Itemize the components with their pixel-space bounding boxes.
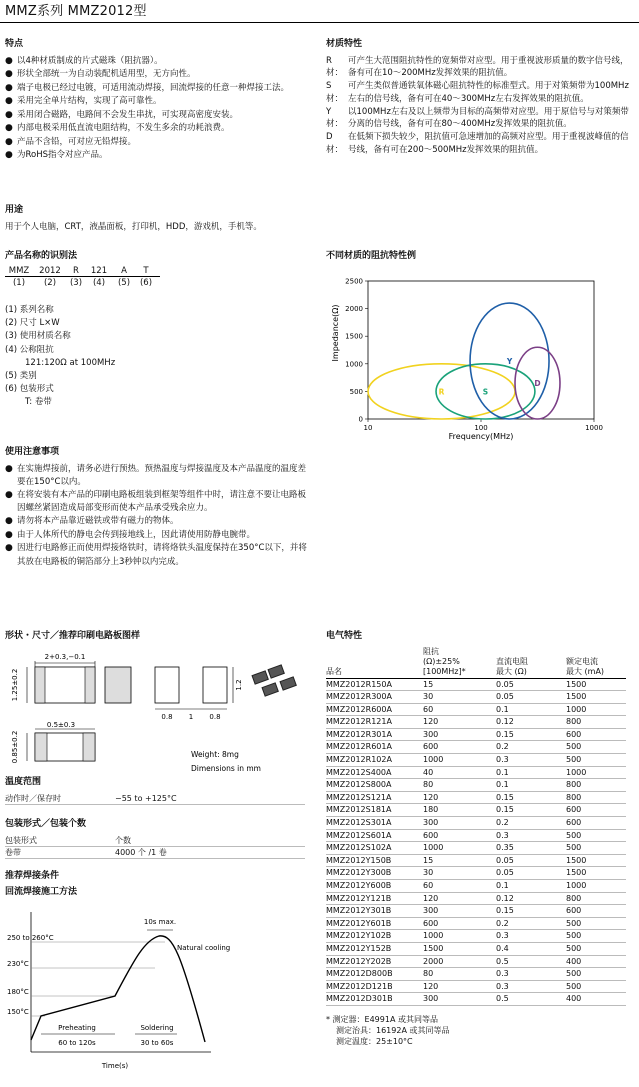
- part-number-cell: MMZ2012Y600B: [326, 880, 423, 893]
- part-number-cell: MMZ2012D121B: [326, 980, 423, 993]
- usage-section: [5, 204, 315, 233]
- temp-peak: 250 to 260°C: [7, 934, 54, 942]
- soldering-section: [5, 870, 310, 1087]
- naming-list: [5, 304, 310, 409]
- impedance-cell: 300: [423, 993, 496, 1006]
- land-pad: [155, 667, 179, 703]
- impedance-cell: 300: [423, 817, 496, 830]
- material-item: [326, 80, 634, 106]
- current-cell: 1500: [566, 691, 626, 704]
- y-tick-label: 500: [349, 387, 363, 396]
- impedance-cell: 15: [423, 854, 496, 867]
- naming-item: 121:120Ω at 100MHz: [25, 357, 116, 368]
- impedance-cell: 120: [423, 716, 496, 729]
- table-row: [326, 829, 626, 842]
- current-cell: 1500: [566, 867, 626, 880]
- code-impedance: 121: [90, 265, 108, 276]
- dim-width: 1.25±0.2: [11, 668, 19, 701]
- part-number-cell: MMZ2012R301A: [326, 728, 423, 741]
- table-row: [326, 955, 626, 968]
- dcr-cell: 0.1: [496, 766, 566, 779]
- packaging-heading: 包装形式／包装个数: [5, 819, 87, 829]
- code-size: 2012: [39, 265, 61, 276]
- precautions-heading: 使用注意事项: [5, 447, 60, 457]
- naming-item: (5) 类别: [5, 370, 37, 381]
- current-cell: 400: [566, 955, 626, 968]
- code-num: (2): [43, 278, 57, 289]
- table-row: [326, 930, 626, 943]
- table-row: [326, 804, 626, 817]
- table-row: [326, 854, 626, 867]
- code-category: A: [121, 265, 127, 276]
- part-number-cell: MMZ2012S800A: [326, 779, 423, 792]
- feature-item: ● 以4种材质制成的片式磁珠（阻抗器）。: [5, 55, 310, 69]
- part-number-cell: MMZ2012R600A: [326, 703, 423, 716]
- impedance-cell: 30: [423, 867, 496, 880]
- packaging-row-label: 卷带: [5, 847, 21, 857]
- dimensions-section: [5, 630, 315, 791]
- current-cell: 600: [566, 817, 626, 830]
- dim-pad1: 0.8: [161, 712, 173, 721]
- dcr-cell: 0.05: [496, 691, 566, 704]
- impedance-cell: 600: [423, 917, 496, 930]
- current-cell: 1000: [566, 880, 626, 893]
- material-item: [326, 106, 634, 132]
- chip-photo: [252, 664, 296, 695]
- naming-heading: 产品名称的识别法: [5, 251, 78, 261]
- measurement-notes: [326, 1014, 634, 1048]
- feature-item: ● 端子电极已经过电镀，可适用流动焊接，回流焊接的任意一种焊接工法。: [5, 82, 310, 96]
- y-tick-label: 2500: [345, 277, 363, 285]
- current-cell: 500: [566, 741, 626, 754]
- material-text: 在低频下损失较少，阻抗值可急速增加的高频对应型。用于重视波峰值的信号线，备有可在200～500MHz发挥效果的阻抗值。: [348, 132, 629, 155]
- x-tick-label: 1000: [585, 423, 603, 432]
- packaging-row-value: 4000 个 /1 卷: [115, 847, 167, 857]
- table-row: [326, 678, 626, 691]
- dim-gap: 1: [188, 712, 194, 721]
- part-number-cell: MMZ2012R102A: [326, 754, 423, 767]
- feature-item: ● 为RoHS指令对应产品。: [5, 149, 310, 163]
- code-num: (4): [92, 278, 106, 289]
- part-number-cell: MMZ2012R121A: [326, 716, 423, 729]
- dcr-cell: 0.05: [496, 854, 566, 867]
- dcr-cell: 0.15: [496, 905, 566, 918]
- precaution-item: ● 请勿将本产品靠近磁铁或带有磁力的物体。: [5, 515, 310, 529]
- current-cell: 800: [566, 791, 626, 804]
- impedance-cell: 40: [423, 766, 496, 779]
- current-cell: 1500: [566, 678, 626, 691]
- current-cell: 500: [566, 942, 626, 955]
- precaution-item: ● 在实施焊接前，请务必进行预热。预热温度与焊接温度及本产品温度的温度差要在150°C以内。: [5, 463, 310, 489]
- y-tick-label: 2000: [345, 304, 363, 313]
- material-key: R材：: [326, 55, 344, 79]
- impedance-cell: 1500: [423, 942, 496, 955]
- reflow-profile: [5, 902, 231, 1082]
- code-num: (5): [117, 278, 131, 289]
- precaution-item: ● 因进行电路修正而使用焊接烙铁时，请将烙铁头温度保持在350°C以下，并将其放在电路板的铜箔部分上3秒钟以内完成。: [5, 542, 310, 568]
- current-cell: 1000: [566, 766, 626, 779]
- dcr-cell: 0.05: [496, 867, 566, 880]
- preheat-label: Preheating: [58, 1024, 96, 1032]
- current-cell: 400: [566, 993, 626, 1006]
- naming-item: (2) 尺寸 L×W: [5, 318, 60, 329]
- title-rule: [0, 22, 639, 23]
- col-dcr: 直流电阻 最大 (Ω): [496, 647, 566, 679]
- packaging-col2: 个数: [115, 835, 131, 845]
- impedance-cell: 120: [423, 791, 496, 804]
- dcr-cell: 0.4: [496, 942, 566, 955]
- dcr-cell: 0.35: [496, 842, 566, 855]
- chip-end-view: [105, 667, 131, 703]
- packaging-col1: 包装形式: [5, 835, 37, 845]
- code-num: (1): [12, 278, 26, 289]
- x-tick-label: 100: [474, 423, 488, 432]
- table-header-row: [326, 647, 626, 679]
- dcr-cell: 0.2: [496, 741, 566, 754]
- current-cell: 600: [566, 728, 626, 741]
- temperature-value: −55 to +125°C: [115, 793, 177, 803]
- part-number-cell: MMZ2012D301B: [326, 993, 423, 1006]
- series-label: S: [482, 386, 489, 396]
- col-part: 品名: [326, 647, 423, 679]
- table-row: [326, 892, 626, 905]
- page-title: MMZ系列 MMZ2012型: [5, 4, 147, 19]
- table-row: [326, 716, 626, 729]
- impedance-cell: 15: [423, 678, 496, 691]
- current-cell: 600: [566, 905, 626, 918]
- naming-item: (1) 系列名称: [5, 305, 54, 315]
- dcr-cell: 0.12: [496, 716, 566, 729]
- x-tick-label: 10: [363, 423, 373, 432]
- dcr-cell: 0.1: [496, 703, 566, 716]
- dcr-cell: 0.15: [496, 804, 566, 817]
- part-number-cell: MMZ2012S181A: [326, 804, 423, 817]
- part-number-cell: MMZ2012S400A: [326, 766, 423, 779]
- dcr-cell: 0.2: [496, 917, 566, 930]
- temperature-heading: 温度范围: [5, 777, 42, 787]
- part-number-cell: MMZ2012Y601B: [326, 917, 423, 930]
- table-row: [326, 905, 626, 918]
- dimension-drawing: [5, 647, 315, 787]
- feature-item: ● 采用闭合磁路，电路间不会发生串扰，可实现高密度安装。: [5, 109, 310, 123]
- current-cell: 500: [566, 980, 626, 993]
- dcr-cell: 0.1: [496, 779, 566, 792]
- series-label: Y: [506, 356, 513, 366]
- dcr-cell: 0.1: [496, 880, 566, 893]
- temperature-label: 动作时／保存时: [5, 793, 61, 803]
- part-number-cell: MMZ2012R150A: [326, 678, 423, 691]
- table-row: [326, 817, 626, 830]
- soldering-heading: 推荐焊接条件: [5, 871, 60, 881]
- current-cell: 1000: [566, 703, 626, 716]
- impedance-chart: [326, 267, 626, 447]
- current-cell: 500: [566, 917, 626, 930]
- precaution-item: ● 由于人体所代的静电会传到接地线上，因此请使用防静电腕带。: [5, 529, 310, 543]
- precaution-item: ● 在将安装有本产品的印刷电路板组装到框架等组件中时，请注意不要让电路板因螺丝紧固造成局部变形而使本产品承受残余应力。: [5, 489, 310, 515]
- dcr-cell: 0.15: [496, 728, 566, 741]
- current-cell: 800: [566, 892, 626, 905]
- preheat-time: 60 to 120s: [58, 1039, 96, 1047]
- dcr-cell: 0.15: [496, 791, 566, 804]
- table-row: [326, 703, 626, 716]
- part-number-cell: MMZ2012Y121B: [326, 892, 423, 905]
- table-row: [326, 766, 626, 779]
- y-tick-label: 0: [358, 415, 363, 423]
- dcr-cell: 0.3: [496, 968, 566, 981]
- part-number-cell: MMZ2012Y202B: [326, 955, 423, 968]
- table-row: [326, 993, 626, 1006]
- part-number-cell: MMZ2012Y102B: [326, 930, 423, 943]
- features-section: [5, 38, 310, 163]
- impedance-cell: 2000: [423, 955, 496, 968]
- note-line: * 测定器：E4991A 或其同等品: [326, 1014, 438, 1024]
- current-cell: 500: [566, 968, 626, 981]
- impedance-cell: 120: [423, 980, 496, 993]
- temp-150: 150°C: [7, 1008, 29, 1016]
- y-tick-label: 1500: [345, 332, 363, 341]
- y-tick-label: 1000: [345, 359, 363, 368]
- temperature-row: [5, 793, 305, 805]
- packaging-row: [5, 847, 305, 859]
- material-key: D材：: [326, 132, 344, 155]
- code-num: (6): [139, 278, 153, 289]
- precautions-list: [5, 463, 310, 569]
- part-number-cell: MMZ2012S601A: [326, 829, 423, 842]
- impedance-cell: 600: [423, 741, 496, 754]
- dimensions-heading: 形状・尺寸／推荐印刷电路板图样: [5, 631, 141, 641]
- naming-numbers: [5, 276, 160, 290]
- soldering-label: Soldering: [140, 1024, 174, 1032]
- current-cell: 500: [566, 842, 626, 855]
- part-number-cell: MMZ2012Y301B: [326, 905, 423, 918]
- impedance-chart-section: [326, 250, 634, 451]
- part-number-cell: MMZ2012R601A: [326, 741, 423, 754]
- note-line: 测定温度：25±10°C: [336, 1037, 413, 1047]
- series-label: R: [438, 386, 445, 396]
- table-row: [326, 779, 626, 792]
- feature-item: ● 形状全部统一为自动装配机适用型，无方向性。: [5, 68, 310, 82]
- chart-ylabel: Impedance(Ω): [331, 304, 340, 361]
- dcr-cell: 0.5: [496, 955, 566, 968]
- impedance-cell: 1000: [423, 930, 496, 943]
- features-heading: 特点: [5, 39, 24, 49]
- materials-heading: 材质特性: [326, 39, 363, 49]
- part-number-cell: MMZ2012S121A: [326, 791, 423, 804]
- naming-item: (3) 使用材质名称: [5, 331, 71, 342]
- impedance-cell: 1000: [423, 754, 496, 767]
- chart-plot-frame: [368, 281, 594, 419]
- impedance-cell: 60: [423, 880, 496, 893]
- table-row: [326, 942, 626, 955]
- dim-height: 0.85±0.2: [11, 730, 19, 763]
- current-cell: 500: [566, 930, 626, 943]
- dcr-cell: 0.2: [496, 817, 566, 830]
- naming-item: T: 卷带: [25, 397, 52, 408]
- land-pad: [203, 667, 227, 703]
- material-text: 可产生类似普通铁氧体磁心阻抗特性的标准型式。用于对策频带为100MHz左右的信号线，备有可在40～300MHz左右发挥效果的阻抗值。: [348, 81, 629, 104]
- materials-list: [326, 55, 634, 157]
- peak-time: 10s max.: [143, 918, 177, 926]
- current-cell: 600: [566, 804, 626, 817]
- code-num: (3): [69, 278, 83, 289]
- temp-230: 230°C: [7, 960, 29, 968]
- packaging-header-row: [5, 835, 305, 847]
- part-number-cell: MMZ2012Y152B: [326, 942, 423, 955]
- table-row: [326, 867, 626, 880]
- dim-length: 2+0.3,−0.1: [44, 652, 86, 661]
- dcr-cell: 0.3: [496, 930, 566, 943]
- part-number-cell: MMZ2012D800B: [326, 968, 423, 981]
- impedance-cell: 300: [423, 728, 496, 741]
- code-series: MMZ: [8, 265, 30, 276]
- col-current: 额定电流 最大 (mA): [566, 647, 626, 679]
- code-packaging: T: [143, 265, 149, 276]
- table-row: [326, 728, 626, 741]
- col-impedance: 阻抗 (Ω)±25% [100MHz]*: [423, 647, 496, 679]
- impedance-cell: 600: [423, 829, 496, 842]
- part-number-cell: MMZ2012S102A: [326, 842, 423, 855]
- feature-item: ● 内部电极采用低直流电阻结构，不发生多余的功耗浪费。: [5, 122, 310, 136]
- material-item: [326, 131, 634, 157]
- dcr-cell: 0.5: [496, 993, 566, 1006]
- part-number-cell: MMZ2012Y300B: [326, 867, 423, 880]
- part-number-cell: MMZ2012Y150B: [326, 854, 423, 867]
- current-cell: 800: [566, 779, 626, 792]
- temp-180: 180°C: [7, 988, 29, 996]
- table-row: [326, 691, 626, 704]
- temperature-section: [5, 776, 305, 805]
- table-row: [326, 968, 626, 981]
- soldering-time: 30 to 60s: [140, 1039, 174, 1047]
- table-row: [326, 791, 626, 804]
- dim-pad-height: 1.2: [235, 678, 243, 691]
- current-cell: 800: [566, 716, 626, 729]
- current-cell: 1500: [566, 854, 626, 867]
- feature-item: ● 采用完全单片结构，实现了高可靠性。: [5, 95, 310, 109]
- material-text: 以100MHz左右及以上频带为目标的高频带对应型。用于原信号与对策频带分离的信号线，备有可在80～400MHz发挥效果的阻抗值。: [348, 106, 629, 130]
- impedance-cell: 80: [423, 779, 496, 792]
- dcr-cell: 0.05: [496, 678, 566, 691]
- dcr-cell: 0.3: [496, 829, 566, 842]
- impedance-chart-heading: 不同材质的阻抗特性例: [326, 251, 417, 261]
- material-key: S材：: [326, 81, 344, 104]
- dim-pad2: 0.8: [209, 712, 221, 721]
- code-material: R: [73, 265, 79, 276]
- material-key: Y材：: [326, 106, 344, 130]
- table-row: [326, 880, 626, 893]
- electrical-table: [326, 647, 626, 1006]
- impedance-cell: 120: [423, 892, 496, 905]
- part-number-cell: MMZ2012S301A: [326, 817, 423, 830]
- usage-heading: 用途: [5, 205, 24, 215]
- impedance-cell: 60: [423, 703, 496, 716]
- weight-label: Weight: 8mg: [191, 749, 239, 759]
- impedance-cell: 1000: [423, 842, 496, 855]
- current-cell: 500: [566, 829, 626, 842]
- electrical-section: [326, 630, 634, 1048]
- impedance-cell: 80: [423, 968, 496, 981]
- naming-section: [5, 250, 310, 409]
- impedance-cell: 300: [423, 905, 496, 918]
- natural-cooling: Natural cooling: [177, 944, 231, 952]
- electrical-heading: 电气特性: [326, 631, 363, 641]
- packaging-section: [5, 818, 305, 859]
- dcr-cell: 0.12: [496, 892, 566, 905]
- table-row: [326, 842, 626, 855]
- part-number-cell: MMZ2012R300A: [326, 691, 423, 704]
- table-row: [326, 754, 626, 767]
- dcr-cell: 0.3: [496, 980, 566, 993]
- impedance-cell: 30: [423, 691, 496, 704]
- reflow-heading: 回流焊接施工方法: [5, 886, 78, 897]
- impedance-cell: 180: [423, 804, 496, 817]
- note-line: 测定治具：16192A 或其同等品: [336, 1026, 450, 1036]
- feature-item: ● 产品不含铅，可对应无铅焊接。: [5, 136, 310, 150]
- naming-item: (6) 包装形式: [5, 384, 54, 395]
- materials-section: [326, 38, 634, 157]
- table-body: [326, 678, 626, 1005]
- material-item: [326, 55, 634, 81]
- current-cell: 500: [566, 754, 626, 767]
- chart-xlabel: Frequency(MHz): [448, 431, 514, 441]
- features-list: [5, 55, 310, 163]
- dcr-cell: 0.3: [496, 754, 566, 767]
- naming-item: (4) 公称阻抗: [5, 344, 54, 355]
- dim-terminal: 0.5±0.3: [46, 720, 76, 729]
- material-text: 可产生大范围阻抗特性的宽频带对应型。用于重视波形质量的数字信号线，备有可在10～200MHz发挥效果的阻抗值。: [348, 55, 629, 79]
- time-axis-label: Time(s): [101, 1062, 129, 1070]
- table-row: [326, 917, 626, 930]
- usage-text: 用于个人电脑，CRT，液晶面板，打印机，HDD，游戏机，手机等。: [5, 221, 262, 232]
- precautions-section: [5, 446, 310, 568]
- table-row: [326, 741, 626, 754]
- units-label: Dimensions in mm: [191, 763, 261, 773]
- table-row: [326, 980, 626, 993]
- series-label: D: [534, 378, 541, 388]
